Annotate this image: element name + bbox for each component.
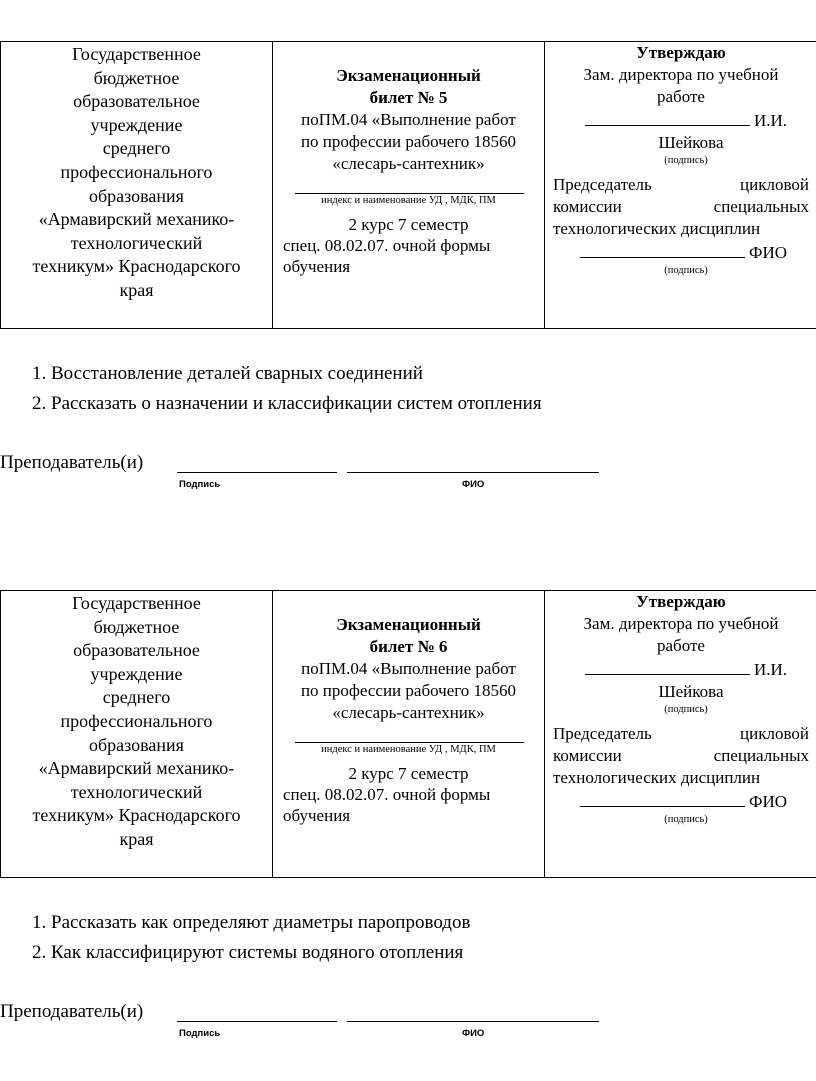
teacher-label: Преподаватель(и)	[0, 1001, 144, 1022]
speciality-line: обучения	[283, 257, 351, 276]
subject-line: по профессии рабочего 18560	[300, 681, 517, 700]
question-list	[32, 359, 542, 419]
signature-caption: (подпись)	[664, 814, 708, 825]
ticket-number: билет № 6	[369, 637, 448, 656]
ticket-info-cell	[273, 591, 545, 878]
deputy-name: Шейкова	[658, 682, 724, 701]
speciality-line: спец. 08.02.07. очной формы	[283, 236, 491, 255]
signature-caption: (подпись)	[664, 704, 708, 715]
fio-caption: ФИО	[462, 479, 485, 490]
ticket-number: билет № 5	[369, 88, 448, 107]
index-caption: индекс и наименование УД , МДК, ПМ	[321, 195, 496, 206]
fio-line	[347, 472, 599, 473]
signature-caption: Подпись	[179, 479, 221, 490]
ticket-title: Экзаменационный	[336, 615, 481, 634]
question-item: 1. Рассказать как определяют диаметры паропроводов	[32, 912, 471, 933]
chair-title: Председатель цикловой	[553, 175, 809, 194]
chair-title: комиссии специальных	[553, 197, 809, 216]
ticket-header-table	[0, 41, 816, 329]
subject-line: поПМ.04 «Выполнение работ	[301, 659, 516, 678]
teacher-signature-block	[0, 1001, 485, 1039]
institution-cell	[1, 42, 273, 329]
signature-line	[177, 472, 337, 473]
deputy-title: работе	[657, 87, 705, 106]
ticket-title: Экзаменационный	[336, 66, 481, 85]
deputy-title: Зам. директора по учебной	[583, 614, 779, 633]
exam-ticket	[0, 590, 816, 1039]
fio-caption: ФИО	[462, 1028, 485, 1039]
signature-line	[580, 789, 745, 807]
question-item: 2. Как классифицируют системы водяного отопления	[32, 942, 464, 963]
signature-caption: (подпись)	[664, 155, 708, 166]
teacher-label: Преподаватель(и)	[0, 452, 144, 473]
signature-line	[177, 1021, 337, 1022]
chair-signature-row: ФИО	[553, 240, 809, 264]
exam-ticket	[0, 41, 816, 490]
institution-name: Государственное бюджетное образовательное учреждение среднего профессионального образования «Армавирский механико- технологический техникум» Краснодарского края	[32, 593, 241, 849]
fio-line	[347, 1021, 599, 1022]
chair-signature-row: ФИО	[553, 789, 809, 813]
approval-cell	[545, 42, 816, 329]
signature-line	[580, 240, 745, 258]
speciality-line: спец. 08.02.07. очной формы	[283, 785, 491, 804]
course-semester: 2 курс 7 семестр	[348, 764, 469, 783]
index-caption: индекс и наименование УД , МДК, ПМ	[321, 744, 496, 755]
deputy-name: Шейкова	[658, 133, 724, 152]
teacher-signature-block	[0, 452, 485, 490]
approve-heading: Утверждаю	[636, 592, 726, 611]
speciality-line: обучения	[283, 806, 351, 825]
approve-heading: Утверждаю	[636, 43, 726, 62]
deputy-title: работе	[657, 636, 705, 655]
signature-caption: Подпись	[179, 1028, 221, 1039]
chair-title: Председатель цикловой	[553, 724, 809, 743]
question-item: 1. Восстановление деталей сварных соединений	[32, 363, 423, 384]
deputy-signature-row: И.И.	[553, 108, 809, 132]
ticket-header-table	[0, 590, 816, 878]
signature-line	[585, 108, 750, 126]
institution-name: Государственное бюджетное образовательное учреждение среднего профессионального образования «Армавирский механико- технологический техникум» Краснодарского края	[32, 44, 241, 300]
subject-line: «слесарь-сантехник»	[332, 154, 485, 173]
chair-title: комиссии специальных	[553, 746, 809, 765]
subject-line: поПМ.04 «Выполнение работ	[301, 110, 516, 129]
deputy-signature-row: И.И.	[553, 657, 809, 681]
signature-caption: (подпись)	[664, 265, 708, 276]
question-item: 2. Рассказать о назначении и классификации систем отопления	[32, 393, 542, 414]
chair-title: технологических дисциплин	[553, 219, 761, 238]
institution-cell	[1, 591, 273, 878]
subject-line: «слесарь-сантехник»	[332, 703, 485, 722]
signature-line	[585, 657, 750, 675]
subject-line: по профессии рабочего 18560	[300, 132, 517, 151]
approval-cell	[545, 591, 816, 878]
course-semester: 2 курс 7 семестр	[348, 215, 469, 234]
question-list	[32, 908, 470, 968]
deputy-title: Зам. директора по учебной	[583, 65, 779, 84]
ticket-info-cell	[273, 42, 545, 329]
chair-title: технологических дисциплин	[553, 768, 761, 787]
